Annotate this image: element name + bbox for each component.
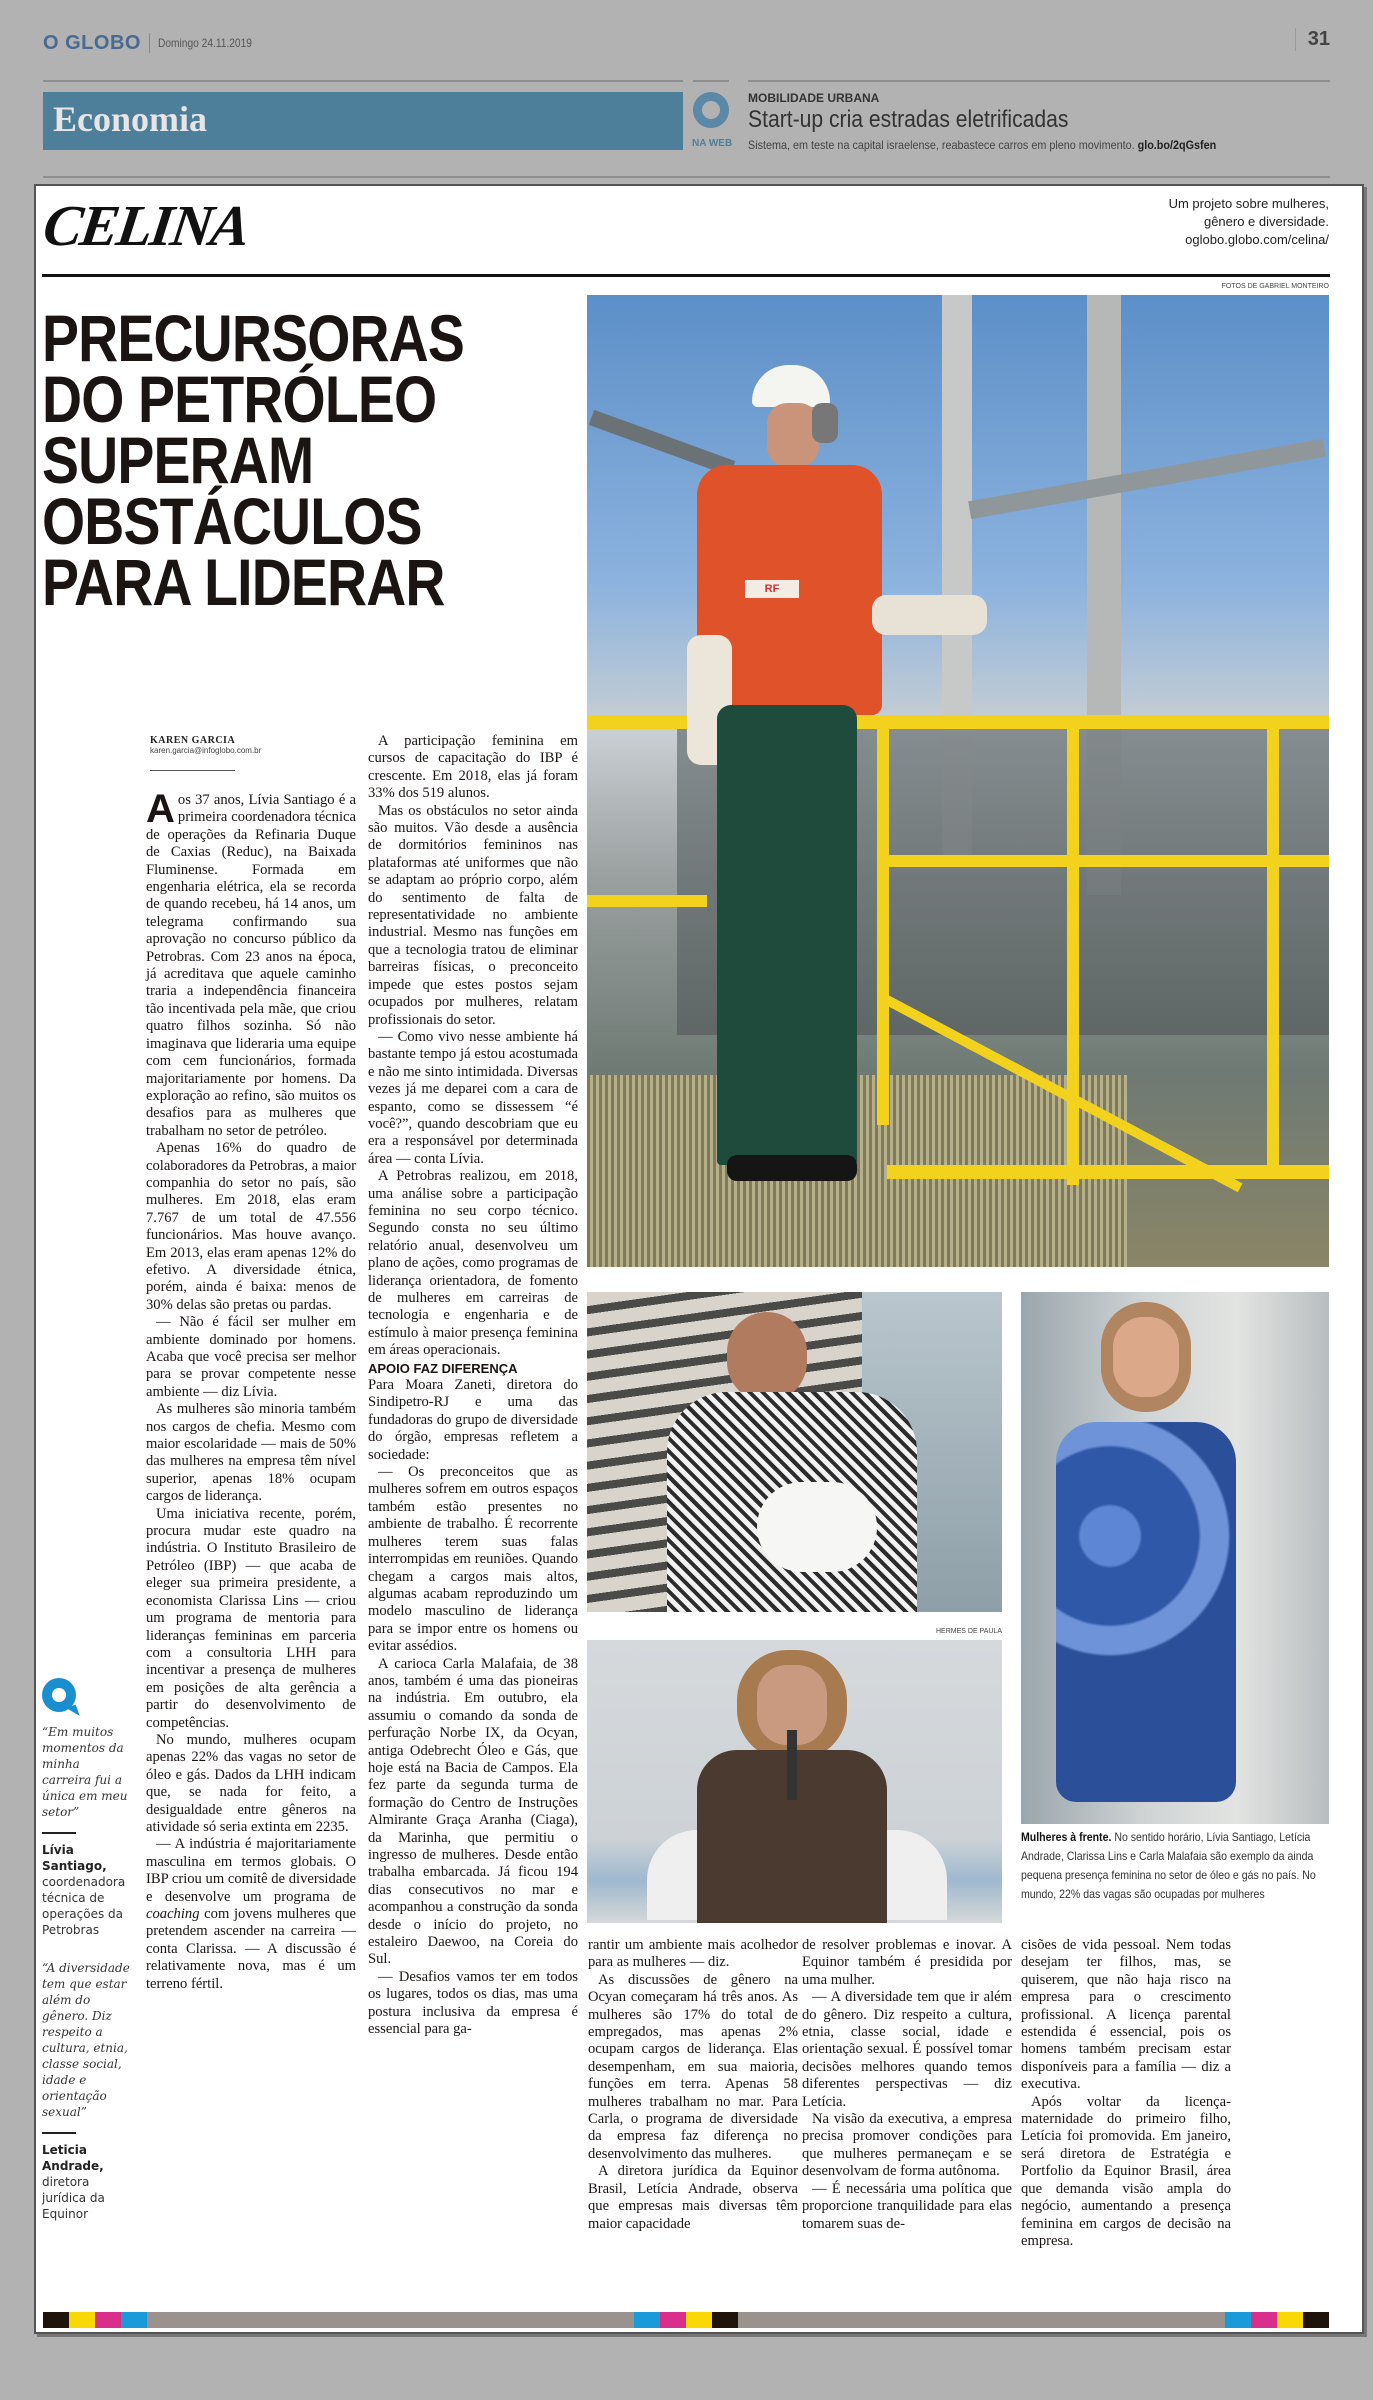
paragraph: — A indústria é majoritariamente masculina em termos globais. O IBP criou um comitê de diversidade e desenvolve um programa de coaching com jovens mulheres que pretendem ascender na carreira — conta Clarissa. — A discussão é relativamente nova, mas é um terreno fértil.: [146, 1836, 356, 1992]
photo-yellow-rail: [877, 855, 1329, 867]
paragraph: — Os preconceitos que as mulheres sofrem em outros espaços também estão presentes no ambiente de trabalho. É recorrente mulheres terem suas falas interrompidas em reuniões. Quando chegam a cargos mais altos, algumas acabam reproduzindo um modelo masculino de liderança para se impor entre os homens ou evitar assédios.: [368, 1464, 578, 1655]
face: [1113, 1317, 1179, 1397]
color-swatch-cmyk-yellow: [686, 2312, 712, 2328]
header-rule: [693, 80, 729, 82]
quote-speech-icon: [42, 1678, 76, 1712]
masthead: [43, 28, 268, 58]
paragraph: No mundo, mulheres ocupam apenas 22% das vagas no setor de óleo e gás. Dados da LHH indicam que, se nada for feito, a desigualdade entre gêneros na atividade só seria extinta em 2235.: [146, 1731, 356, 1835]
headline-line: PRECURSORAS: [42, 301, 465, 375]
microphone: [787, 1730, 797, 1800]
hard-hat: [752, 365, 830, 407]
paragraph: A participação feminina em cursos de capacitação do IBP é crescente. Em 2018, elas já foram 33% dos 519 alunos.: [368, 733, 578, 802]
photo-subject-livia: [687, 365, 877, 1185]
blue-floral-dress: [1056, 1422, 1236, 1802]
green-pants: [717, 705, 857, 1165]
paragraph: rantir um ambiente mais acolhedor para as mulheres — diz.: [588, 1937, 798, 1971]
paragraph: Uma iniciativa recente, porém, procura mudar este quadro na indústria. O Instituto Brasileiro de Petróleo (IBP) — que acaba de eleger sua primeira presidente, a economista Clarissa Lins — criou um programa de mentoria para lideranças femininas em parceria com a consultoria LHH para incentivar a presença de mulheres em posições de alta gerência a partir do desenvolvimento de competências.: [146, 1505, 356, 1731]
teaser-description: [748, 138, 1216, 152]
subheading: APOIO FAZ DIFERENÇA: [368, 1360, 518, 1376]
celina-tagline: [1169, 195, 1329, 249]
color-swatch-cmyk-magenta: [95, 2312, 121, 2328]
header-rule: [43, 80, 683, 82]
pull-quote-text: “A diversidade tem que estar além do gênero. Diz respeito a cultura, etnia, classe social, idade e orientação sexual”: [42, 1961, 130, 2119]
header-rule: [748, 80, 1330, 82]
article-column-1: [146, 787, 356, 1993]
photo-credit: FOTOS DE GABRIEL MONTEIRO: [1221, 283, 1329, 290]
paragraph: Após voltar da licença-maternidade do primeiro filho, Letícia foi promovida. Em janeiro, será diretora de Estratégia e Portfolio da Equinor Brasil, área que demanda visão ampla do negócio, aumentando a presença feminina em cargos de decisão na empresa.: [1021, 2093, 1231, 2249]
celina-tagline-line2: gênero e diversidade.: [1203, 214, 1329, 229]
photo-yellow-rail: [887, 1165, 1329, 1179]
paragraph: Aos 37 anos, Lívia Santiago é a primeira coordenadora técnica de operações da Refinaria Duque de Caxias (Reduc), na Baixada Fluminense. Formada em engenharia elétrica, ela se recorda de quando recebeu, há 14 anos, um telegrama confirmando sua aprovação no concurso público da Petrobras. Com 23 anos na época, já acreditava que aquele caminho traria a independência financeira tão incentivada pela mãe, que criou quatro filhos sozinha. Só não imaginava que lideraria uma equipe com cem funcionários, formada majoritariamente por homens. Da exploração ao refino, são muitos os desafios para as mulheres que trabalham no setor de petróleo.: [146, 787, 356, 1139]
newspaper-logo: O GLOBO: [43, 31, 141, 54]
photo-yellow-rail: [1267, 715, 1279, 1165]
color-swatch-registration-gray: [738, 2312, 1225, 2328]
quote-sidebar: [42, 1678, 132, 2222]
photo-caption: [1021, 1828, 1320, 1904]
celina-rule: [42, 274, 1330, 277]
headline-line: OBSTÁCULOS: [42, 484, 422, 558]
photo-pipe: [968, 439, 1326, 519]
print-color-bar: [43, 2312, 1329, 2328]
color-swatch-cmyk-cyan: [634, 2312, 660, 2328]
caption-lead: Mulheres à frente.: [1021, 1830, 1112, 1844]
article-column-4: [802, 1937, 1012, 2233]
paragraph: As mulheres são minoria também nos cargos de chefia. Mesmo com maior escolaridade — mais de 50% das mulheres na empresa têm nível superior, apenas 18% ocupam cargos de liderança.: [146, 1401, 356, 1505]
face: [727, 1312, 807, 1402]
color-swatch-cmyk-magenta: [1251, 2312, 1277, 2328]
color-swatch-cmyk-black: [1303, 2312, 1329, 2328]
quote-author-role: coordenadora técnica de operações da Petrobras: [42, 1875, 126, 1937]
paragraph: A diretora jurídica da Equinor Brasil, Letícia Andrade, observa que empresas mais diversas têm maior capacidade: [588, 2163, 798, 2232]
color-swatch-registration-gray: [147, 2312, 634, 2328]
quote-rule: [42, 1832, 76, 1834]
paragraph: A carioca Carla Malafaia, de 38 anos, também é uma das pioneiras na indústria. Em outubro, ela assumiu o comando da sonda de perfuração Norbe IX, da Ocyan, antiga Odebrecht Óleo e Gás, que hoje está na Bacia de Campos. Ela fez parte da segunda turma de formação do Centro de Instruções Almirante Graça Aranha (Ciaga), da Marinha, que permitiu o ingresso de mulheres. Desde então trabalha embarcada. Já ficou 194 dias consecutivos no mar e acompanhou a construção da sonda desde o início do projeto, no estaleiro Daewoo, na Coreia do Sul.: [368, 1655, 578, 1968]
headline-line: PARA LIDERAR: [42, 545, 445, 619]
paragraph: Na visão da executiva, a empresa precisa promover condições para que mulheres permaneçam e se desenvolvam de forma autônoma.: [802, 2111, 1012, 2180]
headline-line: SUPERAM: [42, 423, 314, 497]
color-swatch-cmyk-cyan: [121, 2312, 147, 2328]
photo-yellow-rail: [1067, 715, 1079, 1185]
paragraph: A Petrobras realizou, em 2018, uma análise sobre a participação feminina no seu corpo técnico. Segundo consta no seu último relatório anual, desenvolveu um plano de ações, como programas de liderança orientadora, de fomento de mulheres em carreiras de tecnologia e engenharia e de estímulo à maior presença feminina em áreas operacionais.: [368, 1168, 578, 1359]
celina-logo: CELINA: [39, 193, 253, 258]
main-photo-refinery-worker: [587, 295, 1329, 1267]
paragraph: Para Moara Zaneti, diretora do Sindipetro-RJ e uma das fundadoras do grupo de diversidade do órgão, empresas refletem a sociedade:: [368, 1377, 578, 1463]
photo-clarissa-lins: [587, 1640, 1002, 1923]
headline: [42, 301, 496, 619]
ear-protector: [812, 403, 838, 443]
photo-credit: HERMES DE PAULA: [936, 1628, 1002, 1635]
page-number: 31: [1295, 28, 1330, 51]
pull-quote-text: “Em muitos momentos da minha carreira fui a única em meu setor”: [42, 1725, 128, 1819]
section-title: Economia: [53, 99, 208, 139]
teaser-description-text: Sistema, em teste na capital israelense, reabastece carros em pleno movimento.: [748, 138, 1135, 152]
color-swatch-cmyk-yellow: [69, 2312, 95, 2328]
author-email[interactable]: karen.garcia@infoglobo.com.br: [150, 746, 262, 755]
header-separator: [149, 33, 150, 53]
boots: [727, 1155, 857, 1181]
globe-ring-icon: [693, 92, 729, 128]
photo-leticia-andrade: [1021, 1292, 1329, 1824]
author-name: KAREN GARCIA: [150, 735, 236, 746]
paragraph: cisões de vida pessoal. Nem todas desejam ter filhos, mas, se quiserem, que não haja risco na empresa para o crescimento profissional. A licença parental estendida é essencial, pois os homens também precisam estar disponíveis para a família — diz a executiva.: [1021, 1937, 1231, 2093]
paragraph: de resolver problemas e inovar. A Equinor também é presidida por uma mulher.: [802, 1937, 1012, 1988]
glove: [872, 595, 987, 635]
paragraph: Apenas 16% do quadro de colaboradores da Petrobras, a maior companhia do setor no país, são mulheres. Em 2018, elas eram 7.767 de um total de 47.556 funcionários. Mas houve avanço. Em 2013, elas eram apenas 12% do efetivo. A diversidade étnica, porém, ainda é baixa: menos de 30% delas são pretas ou pardas.: [146, 1140, 356, 1313]
section-banner: [43, 92, 683, 150]
color-swatch-cmyk-black: [43, 2312, 69, 2328]
quote-author-name: Lívia Santiago,: [42, 1843, 107, 1873]
header-bottom-rule: [43, 176, 1330, 178]
paragraph: — A diversidade tem que ir além do gênero. Diz respeito a cultura, etnia, classe social, idade e orientação sexual. É possível tomar decisões melhores quando temos diferentes perspectivas — diz Letícia.: [802, 1989, 1012, 2110]
byline-rule: [150, 770, 235, 771]
celina-url[interactable]: oglobo.globo.com/celina/: [1185, 232, 1329, 247]
article-column-2: [368, 733, 578, 2038]
quote-rule: [42, 2132, 76, 2134]
color-swatch-cmyk-black: [712, 2312, 738, 2328]
photo-yellow-rail: [877, 715, 889, 1125]
drop-cap: A: [146, 787, 175, 831]
white-hard-hat: [757, 1482, 877, 1572]
color-swatch-cmyk-magenta: [660, 2312, 686, 2328]
paragraph: — Como vivo nesse ambiente há bastante tempo já estou acostumada e não me sinto intimidada. Diversas vezes já me deparei com a cara de espanto, como se dissessem “é você?”, quando descobriam que eu era a responsável por determinada área — conta Lívia.: [368, 1028, 578, 1167]
teaser-kicker: MOBILIDADE URBANA: [748, 91, 880, 105]
na-web-label: NA WEB: [692, 138, 733, 149]
shirt-badge: RF: [745, 580, 799, 598]
caption-text: No sentido horário, Lívia Santiago, Letícia Andrade, Clarissa Lins e Carla Malafaia são exemplo da ainda pequena presença feminina no setor de óleo e gás no país. No mundo, 22% das vagas são ocupadas por mulheres: [1021, 1830, 1316, 1901]
quote-author-role: diretora jurídica da Equinor: [42, 2175, 105, 2221]
paragraph: Mas os obstáculos no setor ainda são muitos. Vão desde a ausência de dormitórios femininos nas plataformas até uniformes que não se adaptam ao próprio corpo, além do sentimento de falta de representatividade no ambiente industrial. Mesmo nas funções em que a tecnologia tratou de eliminar barreiras físicas, o preconceito impede que estes postos sejam ocupados por mulheres, relatam profissionais do setor.: [368, 802, 578, 1028]
color-swatch-cmyk-yellow: [1277, 2312, 1303, 2328]
paragraph: As discussões de gênero na Ocyan começaram há três anos. As mulheres são 17% do total de empregados, mas apenas 2% ocupam cargos de liderança. Elas desempenham, em sua maioria, funções em terra. Apenas 58 mulheres trabalham no mar. Para Carla, o programa de diversidade da empresa faz diferença no desenvolvimento das mulheres.: [588, 1971, 798, 2162]
paragraph: — É necessária uma política que proporcione tranquilidade para elas tomarem suas de-: [802, 2180, 1012, 2232]
color-swatch-cmyk-cyan: [1225, 2312, 1251, 2328]
celina-tagline-line1: Um projeto sobre mulheres,: [1168, 196, 1329, 211]
paragraph: — Desafios vamos ter em todos os lugares, todos os dias, mas uma postura inclusiva da empresa é essencial para ga-: [368, 1968, 578, 2038]
byline: [150, 735, 261, 755]
paragraph: — Não é fácil ser mulher em ambiente dominado por homens. Acaba que você precisa ser melhor para se provar competente nesse ambiente — diz Lívia.: [146, 1314, 356, 1400]
quote-author-name: Leticia Andrade,: [42, 2143, 104, 2173]
teaser-link[interactable]: glo.bo/2qGsfen: [1137, 138, 1217, 152]
article-column-3: [588, 1937, 798, 2233]
article-column-5: [1021, 1937, 1231, 2250]
photo-carla-malafaia: [587, 1292, 1002, 1612]
teaser-title[interactable]: Start-up cria estradas eletrificadas: [748, 106, 1069, 133]
issue-date: Domingo 24.11.2019: [157, 36, 252, 50]
headline-line: DO PETRÓLEO: [42, 362, 437, 436]
